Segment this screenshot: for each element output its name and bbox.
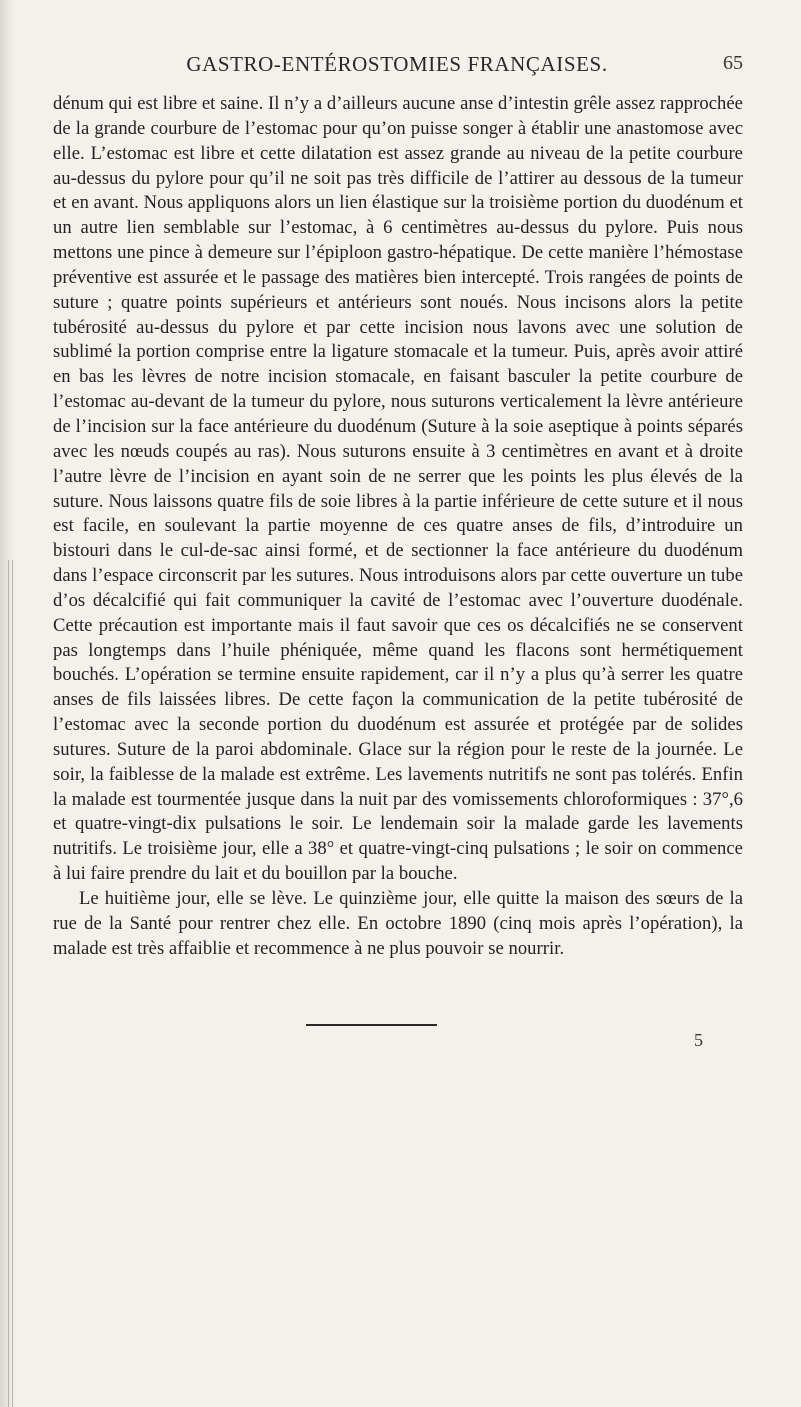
binding-gutter-line <box>8 560 9 1407</box>
body-text <box>53 92 743 962</box>
paragraph: Le huitième jour, elle se lève. Le quinzième jour, elle quitte la maison des sœurs de la rue de la Santé pour rentrer chez elle. En octobre 1890 (cinq mois après l’opération), la malade est très affaiblie et recommence à ne plus pouvoir se nourrir. <box>53 888 743 959</box>
signature-mark: 5 <box>694 1030 703 1050</box>
running-title: GASTRO-ENTÉROSTOMIES FRANÇAISES. <box>186 52 608 76</box>
binding-gutter-line <box>12 560 13 1407</box>
page-number: 65 <box>723 52 743 74</box>
footer-rule <box>306 1024 437 1026</box>
paragraph: dénum qui est libre et saine. Il n’y a d’ailleurs aucune anse d’intestin grêle assez rapprochée de la grande courbure de l’estomac pour qu’on puisse songer à établir une anastomose avec elle. L’estomac est libre et cette dilatation est assez grande au niveau de la petite courbure au-dessus du pylore pour qu’il ne soit pas très difficile de l’attirer au dessous de la tumeur et en avant. Nous appliquons alors un lien élastique sur la troisième portion du duodénum et un autre lien semblable sur l’estomac, à 6 centimètres au-dessus du pylore. Puis nous mettons une pince à demeure sur l’épiploon gastro-hépatique. De cette manière l’hémostase préventive est assurée et le passage des matières bien intercepté. Trois rangées de points de suture ; quatre points supérieurs et antérieurs sont noués. Nous incisons alors la petite tubérosité au-dessus du pylore et par cette incision nous lavons avec une solution de sublimé la portion comprise entre la ligature stomacale et la tumeur. Puis, après avoir attiré en bas les lèvres de notre incision stomacale, en faisant basculer la petite courbure de l’estomac au-devant de la tumeur du pylore, nous suturons verticalement la lèvre antérieure de l’incision sur la face antérieure du duodénum (Suture à la soie aseptique à points séparés avec les nœuds coupés au ras). Nous suturons ensuite à 3 centimètres en avant et à droite l’autre lèvre de l’incision en ayant soin de ne serrer que les points les plus élevés de la suture. Nous laissons quatre fils de soie libres à la partie inférieure de cette suture et il nous est facile, en soulevant la partie moyenne de ces quatre anses de fils, d’introduire un bistouri dans le cul-de-sac ainsi formé, et de sectionner la face antérieure du duodénum dans l’espace circonscrit par les sutures. Nous introduisons alors par cette ouverture un tube d’os décalcifié qui fait communiquer la cavité de l’estomac avec l’ouverture duodénale. Cette précaution est importante mais il faut savoir que ces os décalcifiés ne se conservent pas longtemps dans l’huile phéniquée, même quand les flacons sont hermétiquement bouchés. L’opération se termine ensuite rapidement, car il n’y a plus qu’à serrer les quatre anses de fils laissées libres. De cette façon la communication de la petite tubérosité de l’estomac avec la seconde portion du duodénum est assurée et protégée par de solides sutures. Suture de la paroi abdominale. Glace sur la région pour le reste de la journée. Le soir, la faiblesse de la malade est extrême. Les lavements nutritifs ne sont pas tolérés. Enfin la malade est tourmentée jusque dans la nuit par des vomissements chloroformiques : 37°,6 et quatre-vingt-dix pulsations le soir. Le lendemain soir la malade garde les lavements nutritifs. Le troisième jour, elle a 38° et quatre-vingt-cinq pulsations ; le soir on commence à lui faire prendre du lait et du bouillon par la bouche. <box>53 93 743 885</box>
running-head <box>97 52 743 80</box>
